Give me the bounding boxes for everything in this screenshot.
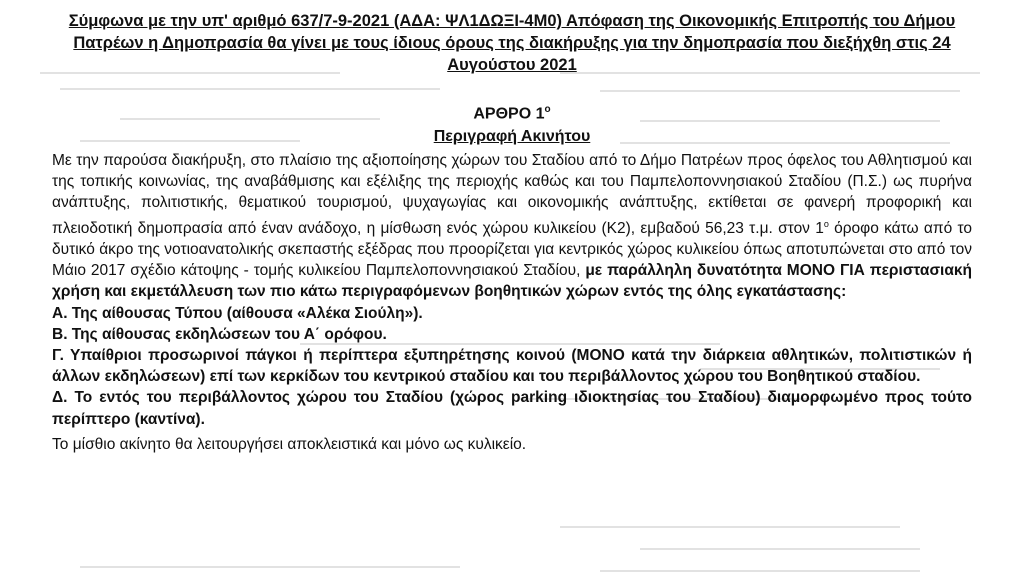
document-header [10, 10, 1014, 76]
article-superscript: ο [544, 104, 551, 115]
header-line-1: Σύμφωνα με την υπ' αριθμό 637/7-9-2021 (ΑΔΑ: ΨΛ1ΔΩΞΙ-4Μ0) Απόφαση της Οικονομικής Επιτροπής του Δήμου [68, 12, 956, 30]
bleed-through-line [640, 548, 920, 550]
list-item-c: Γ. Υπαίθριοι προσωρινοί πάγκοι ή περίπτερα εξυπηρέτησης κοινού (ΜΟΝΟ κατά την διάρκεια αθλητικών, πολιτιστικών ή άλλων εκδηλώσεων) επί των κερκίδων του κεντρικού σταδίου και του περιβάλλοντος χώρου του Βοηθητικού σταδίου. [52, 346, 972, 386]
closing-sentence: Το μίσθιο ακίνητο θα λειτουργήσει αποκλειστικά και μόνο ως κυλικείο. [52, 435, 527, 453]
intro-text-1: Με την παρούσα διακήρυξη, στο πλαίσιο της αξιοποίησης χώρων του Σταδίου από το Δήμο Πατρέων προς όφελος του Αθλητισμού και της τοπικής κοινωνίας, της αναβάθμισης και εξέλιξης της περιοχής καθώς και του Παμπελοποννησιακού Σταδίου (Π.Σ.) ως πυρήνα ανάπτυξης, πολιτιστικής, θεματικού τουρισμού, ψυχαγωγίας και οικονομικής ανάπτυξης, εκτίθεται σε φανερή προφορική και πλειοδοτική δημοπρασία από έναν ανάδοχο, η μίσθωση ενός χώρου κυλικείου (Κ2), εμβαδού 56,23 τ.μ. στον 1 [52, 152, 972, 237]
list-item-b: Β. Της αίθουσας εκδηλώσεων του Α΄ ορόφου. [52, 325, 387, 343]
header-line-2: Πατρέων η Δημοπρασία θα γίνει με τους ίδιους όρους της διακήρυξης για την δημοπρασία που διεξήχθη στις 24 [73, 34, 951, 52]
list-item-d: Δ. Το εντός του περιβάλλοντος χώρου του Σταδίου (χώρος parking ιδιοκτησίας του Σταδίου) διαμορφωμένο προς τούτο περίπτερο (καντίνα). [52, 389, 972, 428]
article-subtitle: Περιγραφή Ακινήτου [433, 128, 591, 145]
article-body [52, 150, 972, 455]
header-line-3: Αυγούστου 2021 [447, 56, 577, 74]
article-heading [0, 104, 1024, 123]
list-item-a: Α. Της αίθουσας Τύπου (αίθουσα «Αλέκα Σιούλη»). [52, 304, 423, 322]
bleed-through-line [60, 88, 440, 90]
bleed-through-line [80, 566, 460, 568]
bleed-through-line [600, 90, 960, 92]
intro-paragraph [52, 150, 972, 303]
bleed-through-line [600, 570, 920, 572]
bleed-through-line [560, 526, 900, 528]
article-label: ΑΡΘΡΟ 1 [473, 105, 545, 123]
intro-text-2: όροφο κάτω από το δυτικό άκρο της νοτιοανατολικής σκεπαστής εξέδρας που προορίζεται για κεντρικός χώρος κυλικείου όπως αποτυπώνεται στο από τον Μάιο 2017 σχέδιο κάτοψης - τομής κυλικείου Παμπελοποννησιακού Σταδίου, [52, 219, 972, 280]
floor-superscript: ο [823, 218, 829, 229]
intro-bold-text: με παράλληλη δυνατότητα ΜΟΝΟ ΓΙΑ περιστασιακή χρήση και εκμετάλλευση των πιο κάτω περιγραφόμενων βοηθητικών χώρων εντός της όλης εγκατάστασης: [52, 262, 972, 301]
